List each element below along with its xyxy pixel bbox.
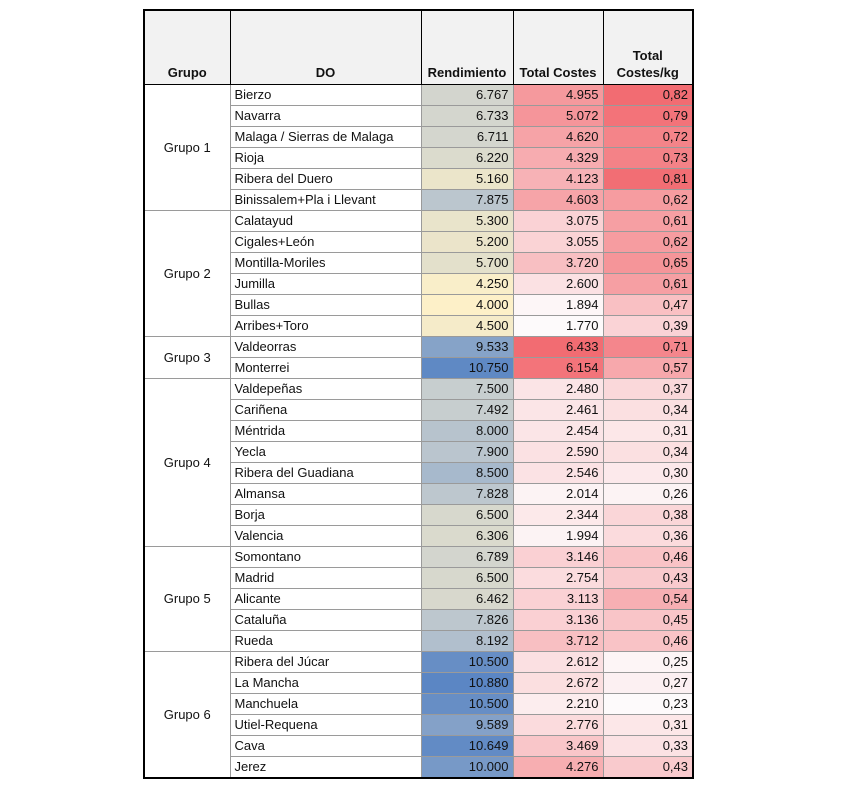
costs-cell: 4.123	[513, 169, 603, 190]
do-name-cell: Ribera del Júcar	[230, 652, 421, 673]
cost-kg-cell: 0,81	[603, 169, 693, 190]
cost-kg-cell: 0,31	[603, 715, 693, 736]
yield-cell: 4.250	[421, 274, 513, 295]
cost-kg-cell: 0,54	[603, 589, 693, 610]
yield-cell: 5.160	[421, 169, 513, 190]
header-cost-kg	[603, 10, 693, 85]
cost-kg-cell: 0,45	[603, 610, 693, 631]
do-name-cell: Montilla-Moriles	[230, 253, 421, 274]
costs-cell: 3.136	[513, 610, 603, 631]
do-name-cell: Malaga / Sierras de Malaga	[230, 127, 421, 148]
costs-cell: 2.754	[513, 568, 603, 589]
costs-cell: 4.955	[513, 85, 603, 106]
cost-kg-cell: 0,37	[603, 379, 693, 400]
yield-cell: 5.200	[421, 232, 513, 253]
cost-table	[143, 9, 694, 779]
cost-kg-cell: 0,73	[603, 148, 693, 169]
do-name-cell: Utiel-Requena	[230, 715, 421, 736]
do-name-cell: Jumilla	[230, 274, 421, 295]
yield-cell: 5.300	[421, 211, 513, 232]
do-name-cell: Monterrei	[230, 358, 421, 379]
yield-cell: 6.500	[421, 505, 513, 526]
costs-cell: 4.329	[513, 148, 603, 169]
cost-kg-cell: 0,33	[603, 736, 693, 757]
yield-cell: 6.220	[421, 148, 513, 169]
costs-cell: 2.480	[513, 379, 603, 400]
yield-cell: 5.700	[421, 253, 513, 274]
header-yield: Rendimiento	[421, 10, 513, 85]
do-name-cell: Almansa	[230, 484, 421, 505]
costs-cell: 4.620	[513, 127, 603, 148]
cost-kg-cell: 0,26	[603, 484, 693, 505]
costs-cell: 5.072	[513, 106, 603, 127]
cost-kg-cell: 0,36	[603, 526, 693, 547]
do-name-cell: Valencia	[230, 526, 421, 547]
costs-cell: 2.546	[513, 463, 603, 484]
table-row	[144, 547, 693, 568]
do-name-cell: Bullas	[230, 295, 421, 316]
do-name-cell: Cava	[230, 736, 421, 757]
costs-cell: 3.146	[513, 547, 603, 568]
yield-cell: 8.000	[421, 421, 513, 442]
cost-kg-cell: 0,34	[603, 442, 693, 463]
costs-cell: 2.776	[513, 715, 603, 736]
cost-kg-cell: 0,23	[603, 694, 693, 715]
header-costs: Total Costes	[513, 10, 603, 85]
table-row	[144, 337, 693, 358]
table-row	[144, 379, 693, 400]
do-name-cell: Somontano	[230, 547, 421, 568]
cost-kg-cell: 0,46	[603, 631, 693, 652]
yield-cell: 6.462	[421, 589, 513, 610]
costs-cell: 3.113	[513, 589, 603, 610]
do-name-cell: La Mancha	[230, 673, 421, 694]
cost-kg-cell: 0,43	[603, 568, 693, 589]
yield-cell: 10.500	[421, 694, 513, 715]
cost-kg-cell: 0,61	[603, 274, 693, 295]
yield-cell: 6.500	[421, 568, 513, 589]
costs-cell: 4.276	[513, 757, 603, 779]
do-name-cell: Méntrida	[230, 421, 421, 442]
yield-cell: 10.649	[421, 736, 513, 757]
cost-kg-cell: 0,27	[603, 673, 693, 694]
table-row	[144, 85, 693, 106]
do-name-cell: Ribera del Duero	[230, 169, 421, 190]
header-cost-kg-line2: Costes/kg	[616, 65, 679, 80]
do-name-cell: Yecla	[230, 442, 421, 463]
yield-cell: 4.000	[421, 295, 513, 316]
costs-cell: 3.712	[513, 631, 603, 652]
costs-cell: 2.210	[513, 694, 603, 715]
cost-kg-cell: 0,82	[603, 85, 693, 106]
costs-cell: 6.433	[513, 337, 603, 358]
costs-cell: 2.344	[513, 505, 603, 526]
yield-cell: 7.875	[421, 190, 513, 211]
cost-kg-cell: 0,57	[603, 358, 693, 379]
yield-cell: 6.306	[421, 526, 513, 547]
cost-kg-cell: 0,71	[603, 337, 693, 358]
cost-kg-cell: 0,47	[603, 295, 693, 316]
do-name-cell: Calatayud	[230, 211, 421, 232]
do-name-cell: Manchuela	[230, 694, 421, 715]
cost-kg-cell: 0,79	[603, 106, 693, 127]
do-name-cell: Valdeorras	[230, 337, 421, 358]
yield-cell: 7.900	[421, 442, 513, 463]
do-name-cell: Valdepeñas	[230, 379, 421, 400]
yield-cell: 10.880	[421, 673, 513, 694]
do-name-cell: Jerez	[230, 757, 421, 779]
do-name-cell: Borja	[230, 505, 421, 526]
yield-cell: 9.533	[421, 337, 513, 358]
yield-cell: 8.500	[421, 463, 513, 484]
yield-cell: 6.733	[421, 106, 513, 127]
costs-cell: 1.770	[513, 316, 603, 337]
costs-cell: 3.469	[513, 736, 603, 757]
costs-cell: 2.014	[513, 484, 603, 505]
yield-cell: 10.500	[421, 652, 513, 673]
costs-cell: 3.075	[513, 211, 603, 232]
group-label: Grupo 2	[144, 211, 230, 337]
do-name-cell: Alicante	[230, 589, 421, 610]
yield-cell: 7.828	[421, 484, 513, 505]
yield-cell: 7.492	[421, 400, 513, 421]
yield-cell: 4.500	[421, 316, 513, 337]
yield-cell: 7.826	[421, 610, 513, 631]
cost-kg-cell: 0,46	[603, 547, 693, 568]
costs-cell: 3.720	[513, 253, 603, 274]
table-row	[144, 211, 693, 232]
costs-cell: 2.612	[513, 652, 603, 673]
costs-cell: 2.600	[513, 274, 603, 295]
yield-cell: 6.711	[421, 127, 513, 148]
group-label: Grupo 3	[144, 337, 230, 379]
cost-kg-cell: 0,62	[603, 190, 693, 211]
costs-cell: 2.454	[513, 421, 603, 442]
cost-kg-cell: 0,38	[603, 505, 693, 526]
cost-kg-cell: 0,34	[603, 400, 693, 421]
do-name-cell: Navarra	[230, 106, 421, 127]
costs-cell: 1.994	[513, 526, 603, 547]
cost-kg-cell: 0,65	[603, 253, 693, 274]
costs-cell: 1.894	[513, 295, 603, 316]
cost-kg-cell: 0,61	[603, 211, 693, 232]
yield-cell: 9.589	[421, 715, 513, 736]
do-name-cell: Rioja	[230, 148, 421, 169]
costs-cell: 2.590	[513, 442, 603, 463]
yield-cell: 6.789	[421, 547, 513, 568]
header-row	[144, 10, 693, 85]
do-name-cell: Ribera del Guadiana	[230, 463, 421, 484]
do-name-cell: Madrid	[230, 568, 421, 589]
cost-kg-cell: 0,43	[603, 757, 693, 779]
header-do: DO	[230, 10, 421, 85]
yield-cell: 10.750	[421, 358, 513, 379]
group-label: Grupo 5	[144, 547, 230, 652]
group-label: Grupo 1	[144, 85, 230, 211]
costs-cell: 6.154	[513, 358, 603, 379]
costs-cell: 3.055	[513, 232, 603, 253]
do-name-cell: Binissalem+Pla i Llevant	[230, 190, 421, 211]
table-row	[144, 652, 693, 673]
group-label: Grupo 4	[144, 379, 230, 547]
cost-kg-cell: 0,30	[603, 463, 693, 484]
do-name-cell: Cigales+León	[230, 232, 421, 253]
group-label: Grupo 6	[144, 652, 230, 779]
cost-kg-cell: 0,62	[603, 232, 693, 253]
yield-cell: 8.192	[421, 631, 513, 652]
costs-cell: 2.461	[513, 400, 603, 421]
yield-cell: 10.000	[421, 757, 513, 779]
cost-kg-cell: 0,31	[603, 421, 693, 442]
do-name-cell: Cataluña	[230, 610, 421, 631]
do-name-cell: Rueda	[230, 631, 421, 652]
do-name-cell: Cariñena	[230, 400, 421, 421]
costs-cell: 4.603	[513, 190, 603, 211]
do-name-cell: Arribes+Toro	[230, 316, 421, 337]
do-name-cell: Bierzo	[230, 85, 421, 106]
yield-cell: 7.500	[421, 379, 513, 400]
header-cost-kg-line1: Total	[632, 48, 663, 63]
table-body	[144, 85, 693, 779]
yield-cell: 6.767	[421, 85, 513, 106]
header-group: Grupo	[144, 10, 230, 85]
cost-kg-cell: 0,39	[603, 316, 693, 337]
costs-cell: 2.672	[513, 673, 603, 694]
cost-kg-cell: 0,25	[603, 652, 693, 673]
cost-kg-cell: 0,72	[603, 127, 693, 148]
